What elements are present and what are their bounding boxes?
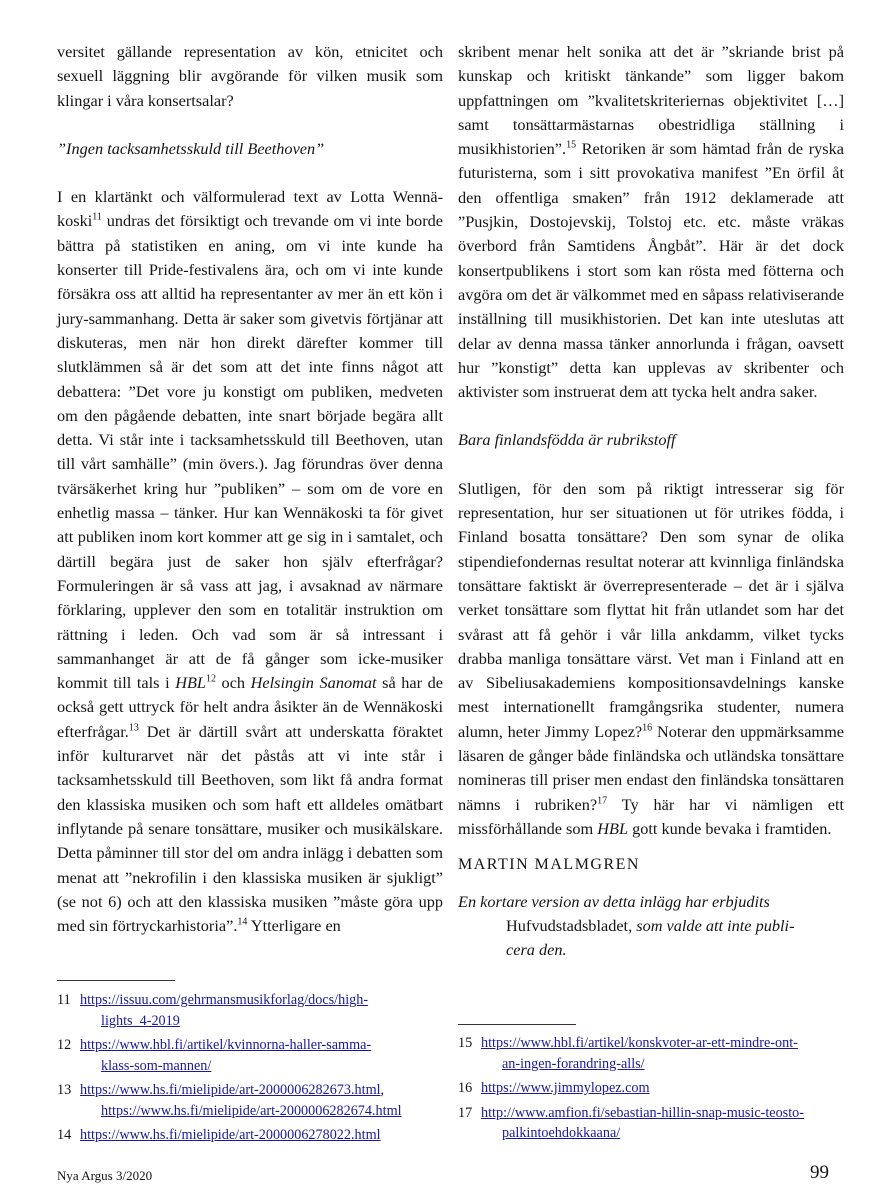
hbl-title: HBL — [597, 818, 629, 838]
footnote-link[interactable]: https://issuu.com/gehrmansmusikforlag/docs/high- — [80, 992, 369, 1008]
publication-note — [458, 890, 844, 963]
footnote-divider — [57, 980, 175, 981]
footnote-link[interactable]: lights_4-2019 — [101, 1012, 180, 1029]
body-paragraph-2 — [458, 40, 844, 404]
paragraph-text: Noterar den uppmärksamme läsaren de gånger både finländska och utländska tonsättare nomineras till priser men endast den finländska tonsättaren nämns i rubriken? — [458, 721, 844, 814]
author-signature: MARTIN MALMGREN — [458, 856, 640, 874]
footnote-number: 17 — [458, 1104, 473, 1121]
footnote-number: 12 — [57, 1037, 72, 1053]
footnote-number: 15 — [458, 1035, 473, 1051]
paragraph-text: Ytterligare en — [247, 916, 341, 936]
footnote-13 — [57, 1080, 447, 1121]
footnote-link[interactable]: https://www.hs.fi/mielipide/art-2000006278022.html — [80, 1127, 381, 1143]
footnote-link[interactable]: https://www.hbl.fi/artikel/kvinnorna-haller-samma- — [80, 1037, 372, 1053]
footnotes-right — [458, 1033, 848, 1148]
footnote-link[interactable]: palkintoehdokkaana/ — [502, 1125, 621, 1141]
footnote-divider — [458, 1024, 576, 1025]
paragraph-text: Retoriken är som hämtad från de ryska futuristerna, som i sitt provokativa manifest ”En örfil åt den offentliga smaken” från 1912 deklamerade att ”Pusjkin, Dostojevskij, Tolstoj etc. etc. måste vräkas överbord från Samtidens Ångbåt”. Här är det dock konsertpublikens i stort som kan rösta med fötterna och avgöra om det är välkommet med en såpass relativiserande inställning till musikhistorien. Det kan inte uteslutas att delar av denna massa tänker annorlunda i frågan, oavsett hur ”konstigt” detta kan upplevas av skribenter och aktivister som instruerat dem att tycka helt andra saker. — [458, 139, 844, 402]
footnote-marker-14: 14 — [237, 916, 248, 928]
footnote-number: 13 — [57, 1082, 72, 1098]
section-heading-finlandsfodda: Bara finlandsfödda är rubrikstoff — [458, 430, 676, 450]
body-paragraph-3 — [458, 477, 844, 841]
intro-paragraph: versitet gällande representation av kön, etnicitet och sexuell läggning blir avgörande för vilken musik som klingar i våra konsertsalar? — [57, 42, 443, 110]
footnote-marker-13: 13 — [128, 722, 139, 734]
footnote-link[interactable]: https://www.jimmylopez.com — [481, 1080, 650, 1096]
footnote-11 — [57, 990, 447, 1031]
note-line: , som valde att inte publi- — [628, 915, 795, 935]
page-number: 99 — [810, 1162, 829, 1183]
paragraph-text: Ty här har vi nämligen ett missförhållande som — [458, 794, 844, 838]
paragraph-text: undras det försiktigt och trevande om vi inte borde bättra på statistiken en aning, om vi inte kunde ha konserter till Pride-festivalens ära, och om vi inte kunde försäkra oss att alltid ha representanter av mer än ett kön i jury-sammanhang. Detta är saker som givetvis förtjänar att diskuteras, men när hon direkt därefter kommer till slutklämmen så är det som att det inte finns något att debattera: ”Det vore ju konstigt om publiken, medveten om den pågående debatten, inte snart började begära allt detta. Vi står inte i tacksamhetsskuld till Beethoven, utan till vårt samhälle” (min övers.). Jag förundras över denna tvärsäkerhet kring hur ”publiken” – som om de vore en enhetlig massa – tänker. Hur kan Wennäkoski ta för givet att publiken inom kort kommer att ge sig in i samtalet, och därtill begära just de saker hon själv efterfrågar? Formuleringen är så vass att jag, i avsaknad av närmare förklaring, upplever den som en totalitär instruktion om rättning i leden. Och vad som är så intressant i sammanhanget är att de få gånger som icke-musiker kommit till tals i — [57, 211, 443, 693]
left-column — [57, 40, 443, 938]
footnote-marker-15: 15 — [566, 139, 577, 151]
body-paragraph-1 — [57, 185, 443, 938]
footnote-marker-12: 12 — [205, 673, 216, 685]
paragraph-text: och — [215, 673, 251, 693]
footnote-link[interactable]: an-ingen-forandring-alls/ — [502, 1055, 645, 1072]
footnote-17 — [458, 1103, 848, 1144]
right-column — [458, 40, 844, 962]
footnote-number: 11 — [57, 992, 71, 1008]
footnote-12 — [57, 1035, 447, 1076]
footnote-16 — [458, 1078, 848, 1099]
footnote-link[interactable]: https://www.hs.fi/mielipide/art-2000006282673.html — [80, 1082, 381, 1098]
paragraph-text: Det är därtill svårt att underskatta föraktet inför kulturarvet när det påstås att vi inte står i tacksamhetsskuld till Beethoven, som likt få andra format den klassiska musiken och som haft ett alldeles omätbart inflytande på senare tonsättare, musiker och musikälskare. Detta påminner till stor del om andra inlägg i debatten som menat att ”nekrofilin i den klassiska musiken är sjukligt” (se not 6) och att den klassiska musiken ”måste göra upp med sin förtryckarhistoria”. — [57, 721, 443, 936]
footnote-14 — [57, 1125, 447, 1146]
footnote-link[interactable]: http://www.amfion.fi/sebastian-hillin-snap-music-teosto- — [481, 1104, 804, 1121]
footnote-link[interactable]: klass-som-mannen/ — [101, 1057, 212, 1074]
newspaper-name: Hufvudstadsbladet — [506, 915, 629, 935]
footnote-15 — [458, 1033, 848, 1074]
note-line: cera den. — [506, 940, 567, 960]
note-line: En kortare version av detta inlägg har erbjudits — [458, 891, 770, 911]
paragraph-text: så har de också gett uttryck för helt andra åsikter än de Wennäkoski efterfrågar. — [57, 673, 443, 741]
footnote-number: 16 — [458, 1080, 473, 1096]
paragraph-text: skribent menar helt sonika att det är ”skriande brist på kunskap och kritiskt tänkande” som ligger bakom uppfattningen om ”kvalitetskriteriernas objektivitet […] samt tonsättarmästarnas obestridliga ställning i musikhistorien”. — [458, 42, 844, 159]
footnotes-left — [57, 990, 447, 1150]
footnote-link[interactable]: https://www.hbl.fi/artikel/konskvoter-ar-ett-mindre-ont- — [481, 1035, 798, 1051]
footnote-marker-17: 17 — [597, 795, 608, 807]
paragraph-text: gott kunde bevaka i framtiden. — [628, 818, 832, 838]
footnote-link[interactable]: https://www.hs.fi/mielipide/art-2000006282674.html — [101, 1102, 402, 1119]
section-heading-beethoven: ”Ingen tacksamhetsskuld till Beethoven” — [57, 138, 325, 158]
journal-name: Nya Argus 3/2020 — [57, 1168, 153, 1183]
footnote-marker-11: 11 — [92, 212, 102, 224]
footnote-marker-16: 16 — [642, 722, 653, 734]
footnote-number: 14 — [57, 1127, 72, 1143]
hbl-title: HBL — [175, 673, 206, 693]
hs-title: Helsingin Sanomat — [250, 673, 377, 693]
paragraph-text: I en klartänkt och välformulerad text av Lotta Wennäkoski — [57, 187, 443, 231]
separator: , — [380, 1082, 385, 1098]
paragraph-text: Slutligen, för den som på riktigt intresserar sig för representation, hur ser situationen ut för utrikes födda, i Finland bosatta tonsättare? Den som synar de olika stipendiefondernas resultat noterar att kvinnliga finländska tonsättare faktiskt är överrepresenterade – det är i själva verket tonsättare som flyttat hit från utlandet som har det svårast att få gehör i vår lilla ankdamm, vilket tycks drabba manliga tonsättare värst. Vet man i Finland att en av Sibeliusakademiens kompositionsavdelnings kanske mest internationellt framgångsrika studenter, numera alumn, heter Jimmy Lopez? — [458, 478, 844, 741]
